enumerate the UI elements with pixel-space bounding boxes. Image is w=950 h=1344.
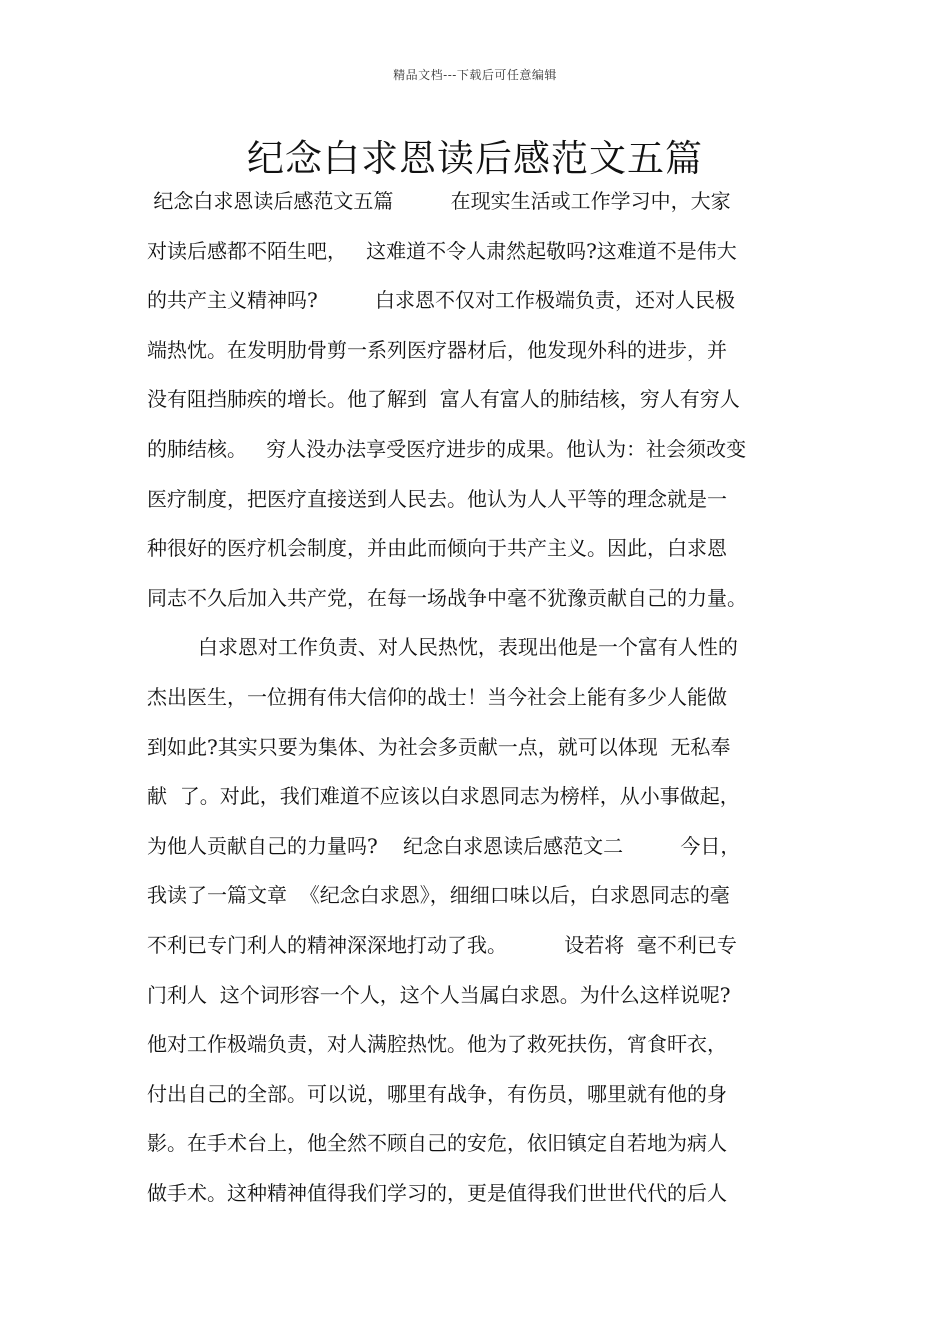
text-line: 端热忱。在发明肋骨剪一系列医疗器材后，他发现外科的进步，并 <box>147 337 727 362</box>
page-header: 精品文档---下载后可任意编辑 <box>393 68 557 82</box>
text-line: 献 了。对此，我们难道不应该以白求恩同志为榜样，从小事做起， <box>147 784 740 809</box>
text-line: 的共产主义精神吗? 白求恩不仅对工作极端负责，还对人民极 <box>147 288 735 313</box>
text-line: 纪念白求恩读后感范文五篇 在现实生活或工作学习中，大家 <box>147 189 731 213</box>
text-line: 做手术。这种精神值得我们学习的，更是值得我们世世代代的后人 <box>147 1180 727 1205</box>
text-line: 影。在手术台上，他全然不顾自己的安危，依旧镇定自若地为病人 <box>147 1131 727 1156</box>
text-line: 同志不久后加入共产党，在每一场战争中毫不犹豫贡献自己的力量。 <box>147 585 747 610</box>
text-line: 他对工作极端负责，对人满腔热忱。他为了救死扶伤，宵食旰衣， <box>147 1032 727 1057</box>
text-line: 到如此?其实只要为集体、为社会多贡献一点，就可以体现 无私奉 <box>147 734 731 759</box>
text-line: 门利人 这个词形容一个人，这个人当属白求恩。为什么这样说呢? <box>147 982 731 1007</box>
text-line: 医疗制度，把医疗直接送到人民去。他认为人人平等的理念就是一 <box>147 486 727 511</box>
text-line: 不利已专门利人的精神深深地打动了我。 设若将 毫不利已专 <box>147 932 737 957</box>
text-line: 的肺结核。 穷人没办法享受医疗进步的成果。他认为：社会须改变 <box>147 436 747 461</box>
document-title: 纪念白求恩读后感范文五篇 <box>247 137 703 180</box>
text-line: 杰出医生，一位拥有伟大信仰的战士！当今社会上能有多少人能做 <box>147 684 727 709</box>
text-line: 付出自己的全部。可以说，哪里有战争，有伤员，哪里就有他的身 <box>147 1081 727 1106</box>
text-line: 我读了一篇文章 《纪念白求恩》，细细口味以后，白求恩同志的毫 <box>147 883 730 908</box>
text-line: 种很好的医疗机会制度，并由此而倾向于共产主义。因此，白求恩 <box>147 536 727 561</box>
text-line: 没有阻挡肺疾的增长。他了解到 富人有富人的肺结核，穷人有穷人 <box>147 387 740 412</box>
text-line: 对读后感都不陌生吧， 这难道不令人肃然起敬吗?这难道不是伟大 <box>147 238 737 263</box>
text-line: 为他人贡献自己的力量吗? 纪念白求恩读后感范文二 今日， <box>147 833 741 858</box>
document-body <box>147 180 827 1221</box>
text-line: 白求恩对工作负责、对人民热忱，表现出他是一个富有人性的 <box>147 635 738 660</box>
